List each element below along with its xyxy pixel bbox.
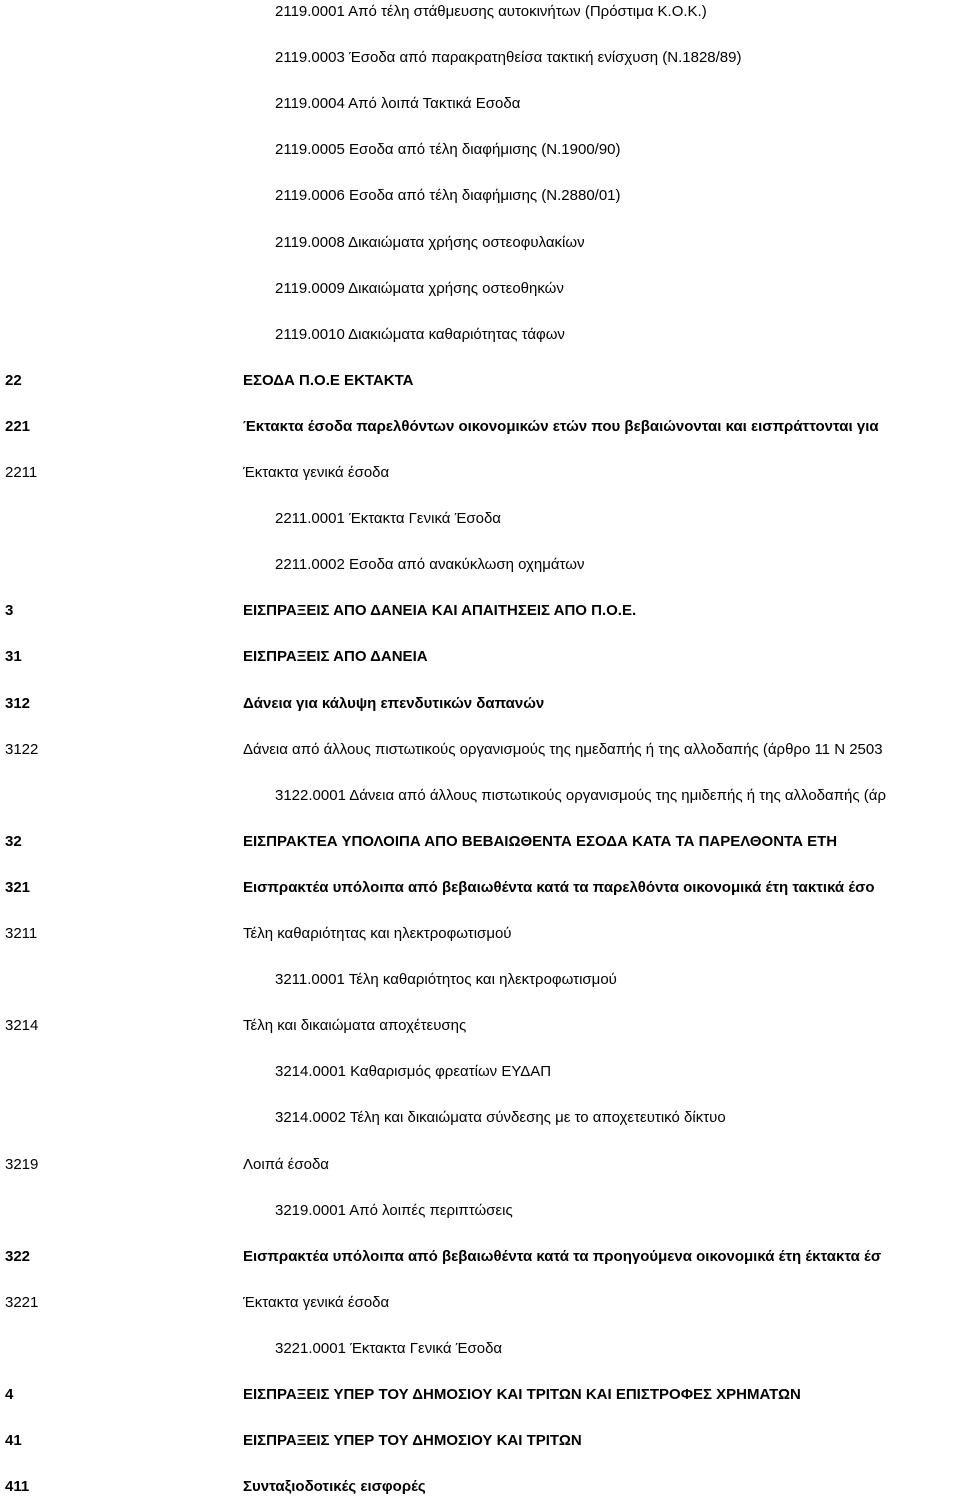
account-description: ΕΙΣΠΡΑΞΕΙΣ ΥΠΕΡ ΤΟΥ ΔΗΜΟΣΙΟΥ ΚΑΙ ΤΡΙΤΩΝ ΚΑΙ ΕΠΙΣΤΡΟΦΕΣ ΧΡΗΜΑΤΩΝ xyxy=(243,1386,801,1403)
account-description: Δάνεια για κάλυψη επενδυτικών δαπανών xyxy=(243,694,545,712)
sub-account-text: 2119.0005 Εσοδα από τέλη διαφήμισης (Ν.1900/90) xyxy=(275,141,621,159)
sub-account-row xyxy=(0,969,960,991)
account-description: ΕΙΣΠΡΑΞΕΙΣ ΑΠΟ ΔΑΝΕΙΑ xyxy=(243,648,428,666)
account-code: 322 xyxy=(5,1247,31,1265)
sub-account-row xyxy=(0,508,960,530)
account-description: ΕΙΣΠΡΑΞΕΙΣ ΥΠΕΡ ΤΟΥ ΔΗΜΟΣΙΟΥ ΚΑΙ ΤΡΙΤΩΝ xyxy=(243,1432,582,1450)
account-row xyxy=(0,1246,960,1268)
account-code: 32 xyxy=(5,832,22,850)
account-description: Συνταξιοδοτικές εισφορές xyxy=(243,1478,426,1496)
account-row xyxy=(0,416,960,438)
account-code: 312 xyxy=(5,694,31,712)
sub-account-row xyxy=(0,139,960,161)
sub-account-text: 3211.0001 Τέλη καθαριότητος και ηλεκτροφωτισμού xyxy=(275,971,617,989)
account-code: 3214 xyxy=(5,1017,39,1035)
account-code: 41 xyxy=(5,1432,22,1450)
account-description: Λοιπά έσοδα xyxy=(243,1155,329,1173)
account-code: 2211 xyxy=(5,464,38,481)
sub-account-row xyxy=(0,278,960,300)
account-code: 221 xyxy=(5,417,31,435)
account-row xyxy=(0,1154,960,1176)
sub-account-text: 3214.0002 Τέλη και δικαιώματα σύνδεσης με το αποχετευτικό δίκτυο xyxy=(275,1109,726,1127)
account-row xyxy=(0,1476,960,1498)
sub-account-text: 2211.0001 Έκτακτα Γενικά Έσοδα xyxy=(275,510,501,528)
sub-account-row xyxy=(0,324,960,346)
sub-account-row xyxy=(0,1200,960,1222)
sub-account-row xyxy=(0,47,960,69)
account-row xyxy=(0,693,960,715)
account-row xyxy=(0,370,960,392)
account-description: Έκτακτα γενικά έσοδα xyxy=(243,464,390,481)
account-code: 3219 xyxy=(5,1155,39,1173)
account-code: 321 xyxy=(5,878,31,896)
account-description: Εισπρακτέα υπόλοιπα από βεβαιωθέντα κατά τα προηγούμενα οικονομικά έτη έκτακτα έσ xyxy=(243,1247,882,1265)
account-row xyxy=(0,1430,960,1452)
account-description: Εισπρακτέα υπόλοιπα από βεβαιωθέντα κατά τα παρελθόντα οικονομικά έτη τακτικά έσο xyxy=(243,878,875,896)
sub-account-text: 2119.0001 Από τέλη στάθμευσης αυτοκινήτων (Πρόστιμα Κ.Ο.Κ.) xyxy=(275,3,707,20)
sub-account-text: 2119.0004 Από λοιπά Τακτικά Εσοδα xyxy=(275,95,521,113)
sub-account-text: 2119.0008 Δικαιώματα χρήσης οστεοφυλακίων xyxy=(275,233,585,251)
account-description: Έκτακτα έσοδα παρελθόντων οικονομικών ετών που βεβαιώνονται και εισπράττονται για xyxy=(243,417,879,435)
account-description: ΕΙΣΠΡΑΚΤΕΑ ΥΠΟΛΟΙΠΑ ΑΠΟ ΒΕΒΑΙΩΘΕΝΤΑ ΕΣΟΔΑ ΚΑΤΑ ΤΑ ΠΑΡΕΛΘΟΝΤΑ ΕΤΗ xyxy=(243,832,838,850)
sub-account-text: 3214.0001 Καθαρισμός φρεατίων ΕΥΔΑΠ xyxy=(275,1063,552,1081)
account-description: Τέλη και δικαιώματα αποχέτευσης xyxy=(243,1017,467,1035)
account-description: ΕΣΟΔΑ Π.Ο.Ε ΕΚΤΑΚΤΑ xyxy=(243,371,414,389)
account-row xyxy=(0,739,960,761)
sub-account-text: 2119.0009 Δικαιώματα χρήσης οστεοθηκών xyxy=(275,279,564,297)
account-code: 22 xyxy=(5,371,22,389)
sub-account-text: 2119.0010 Διακιώματα καθαριότητας τάφων xyxy=(275,325,565,343)
sub-account-text: 3221.0001 Έκτακτα Γενικά Έσοδα xyxy=(275,1339,503,1357)
account-code: 3 xyxy=(5,602,14,620)
account-row xyxy=(0,1384,960,1406)
account-code: 3211 xyxy=(5,925,38,942)
sub-account-row xyxy=(0,1061,960,1083)
sub-account-row xyxy=(0,554,960,576)
sub-account-text: 2119.0003 Έσοδα από παρακρατηθείσα τακτική ενίσχυση (Ν.1828/89) xyxy=(275,49,742,67)
account-code: 3221 xyxy=(5,1293,39,1311)
account-description: ΕΙΣΠΡΑΞΕΙΣ ΑΠΟ ΔΑΝΕΙΑ ΚΑΙ ΑΠΑΙΤΗΣΕΙΣ ΑΠΟ Π.Ο.Ε. xyxy=(243,602,637,620)
sub-account-row xyxy=(0,785,960,807)
account-code: 31 xyxy=(5,648,22,666)
account-description: Τέλη καθαριότητας και ηλεκτροφωτισμού xyxy=(243,925,512,942)
sub-account-text: 2119.0006 Εσοδα από τέλη διαφήμισης (Ν.2880/01) xyxy=(275,187,621,205)
account-code: 4 xyxy=(5,1386,14,1403)
account-row xyxy=(0,646,960,668)
account-row xyxy=(0,1292,960,1314)
sub-account-text: 3219.0001 Από λοιπές περιπτώσεις xyxy=(275,1201,513,1219)
sub-account-row xyxy=(0,1107,960,1129)
account-row xyxy=(0,877,960,899)
sub-account-row xyxy=(0,93,960,115)
account-row xyxy=(0,1015,960,1037)
account-row xyxy=(0,923,960,945)
account-row xyxy=(0,462,960,484)
account-description: Δάνεια από άλλους πιστωτικούς οργανισμούς της ημεδαπής ή της αλλοδαπής (άρθρο 11 Ν 2503 xyxy=(243,740,883,758)
sub-account-text: 3122.0001 Δάνεια από άλλους πιστωτικούς οργανισμούς της ημιδεπής ή της αλλοδαπής (άρ xyxy=(275,786,886,804)
account-description: Έκτακτα γενικά έσοδα xyxy=(243,1293,390,1311)
sub-account-row xyxy=(0,232,960,254)
sub-account-row xyxy=(0,1338,960,1360)
sub-account-row xyxy=(0,185,960,207)
sub-account-row xyxy=(0,1,960,23)
sub-account-text: 2211.0002 Εσοδα από ανακύκλωση οχημάτων xyxy=(275,556,585,574)
account-code: 3122 xyxy=(5,740,39,758)
account-code: 411 xyxy=(5,1478,30,1496)
account-row xyxy=(0,600,960,622)
account-row xyxy=(0,831,960,853)
